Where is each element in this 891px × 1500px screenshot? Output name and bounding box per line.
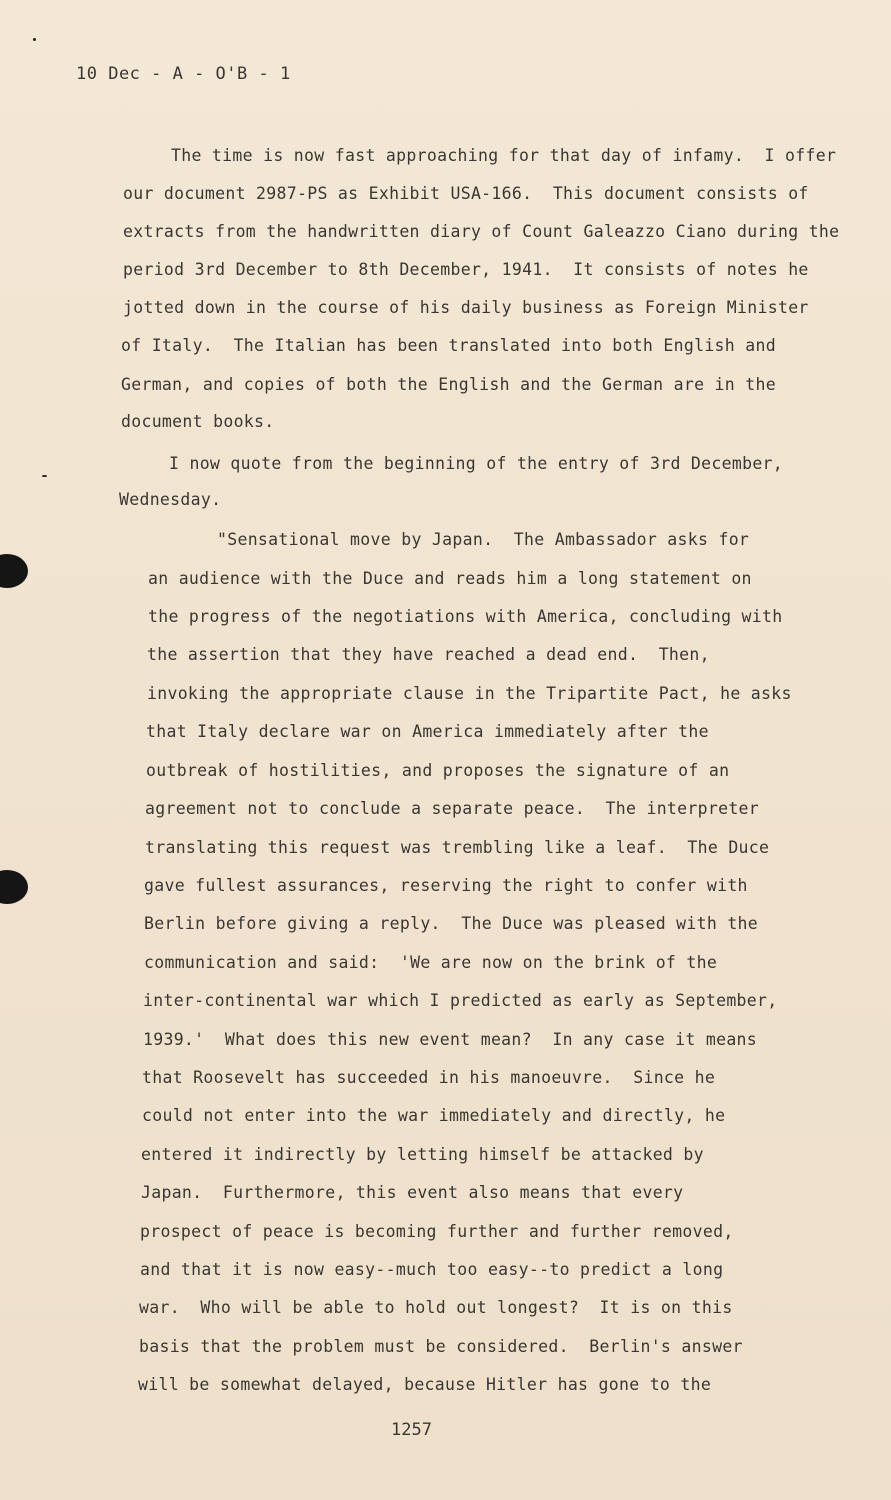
text-line: I now quote from the beginning of the entry of 3rd December, — [169, 454, 784, 473]
punch-hole — [0, 554, 28, 588]
text-line: entered it indirectly by letting himself be attacked by — [141, 1145, 704, 1164]
document-reference: 10 Dec - A - O'B - 1 — [76, 64, 291, 84]
text-line: and that it is now easy--much too easy--to predict a long — [140, 1260, 724, 1279]
text-line: jotted down in the course of his daily business as Foreign Minister — [123, 298, 809, 317]
text-line: invoking the appropriate clause in the Tripartite Pact, he asks — [147, 684, 792, 703]
text-line: "Sensational move by Japan. The Ambassador asks for — [217, 530, 750, 549]
text-line: of Italy. The Italian has been translated into both English and — [121, 336, 776, 355]
text-line: period 3rd December to 8th December, 1941. It consists of notes he — [123, 260, 809, 279]
text-line: will be somewhat delayed, because Hitler has gone to the — [138, 1375, 712, 1394]
text-line: extracts from the handwritten diary of Count Galeazzo Ciano during the — [123, 222, 840, 241]
text-line: The time is now fast approaching for that day of infamy. I offer — [171, 146, 837, 165]
text-line: German, and copies of both the English and the German are in the — [121, 375, 776, 394]
speck — [42, 475, 47, 477]
text-line: war. Who will be able to hold out longest? It is on this — [139, 1298, 733, 1317]
text-line: outbreak of hostilities, and proposes the signature of an — [146, 761, 730, 780]
text-line: communication and said: 'We are now on the brink of the — [144, 953, 718, 972]
text-line: the progress of the negotiations with America, concluding with — [148, 607, 783, 626]
text-line: Japan. Furthermore, this event also means that every — [141, 1183, 684, 1202]
text-line: Berlin before giving a reply. The Duce was pleased with the — [144, 914, 759, 933]
text-line: that Italy declare war on America immediately after the — [146, 722, 709, 741]
text-line: inter-continental war which I predicted as early as September, — [143, 991, 778, 1010]
text-line: gave fullest assurances, reserving the right to confer with — [144, 876, 748, 895]
text-line: Wednesday. — [119, 490, 222, 509]
text-line: our document 2987-PS as Exhibit USA-166. This document consists of — [123, 184, 809, 203]
text-line: 1939.' What does this new event mean? In any case it means — [143, 1030, 758, 1049]
text-line: an audience with the Duce and reads him a long statement on — [148, 569, 752, 588]
text-line: the assertion that they have reached a dead end. Then, — [147, 645, 710, 664]
speck — [33, 38, 36, 41]
text-line: document books. — [121, 412, 275, 431]
text-line: agreement not to conclude a separate peace. The interpreter — [145, 799, 760, 818]
text-line: could not enter into the war immediately and directly, he — [142, 1106, 726, 1125]
page-number: 1257 — [391, 1420, 432, 1440]
text-line: that Roosevelt has succeeded in his manoeuvre. Since he — [142, 1068, 716, 1087]
text-line: prospect of peace is becoming further and further removed, — [140, 1222, 734, 1241]
text-line: translating this request was trembling like a leaf. The Duce — [145, 838, 770, 857]
text-line: basis that the problem must be considered. Berlin's answer — [139, 1337, 743, 1356]
punch-hole — [0, 870, 28, 904]
